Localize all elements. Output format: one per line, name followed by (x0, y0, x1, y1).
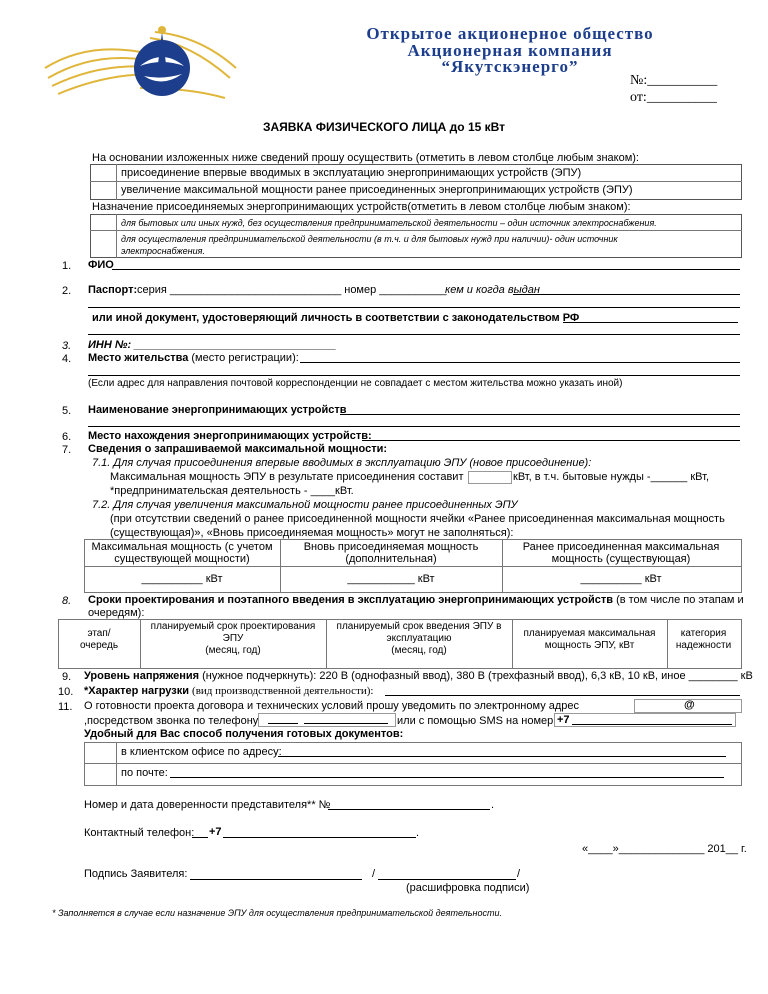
stages-col-power (512, 628, 667, 652)
item-number-2: 2. (62, 285, 72, 297)
section-7-2-title: 7.2. Для случая увеличения максимальной мощности ранее присоединенных ЭПУ (92, 499, 518, 511)
page-title: ЗАЯВКА ФИЗИЧЕСКОГО ЛИЦА до 15 кВт (262, 120, 506, 134)
devices-location-field[interactable] (362, 440, 740, 441)
request-text: На основании изложенных ниже сведений прошу осуществить (отметить в левом столбце любым знаком): (92, 152, 639, 164)
delivery-title: Удобный для Вас способ получения готовых документов: (84, 728, 404, 740)
devices-name-label: Наименование энергопринимающих устройств (88, 404, 347, 416)
company-logo (40, 18, 240, 110)
stages-col-power-line2: мощность ЭПУ, кВт (544, 640, 635, 651)
purpose-text: Назначение присоединяемых энергопринимающих устройств(отметить в левом столбце любым знаком): (92, 201, 631, 213)
notify-sms-text: или с помощью SMS на номер (397, 715, 554, 727)
fio-label: ФИО (88, 259, 114, 271)
passport-extra-line[interactable] (88, 307, 740, 308)
postal-address-note: (Если адрес для направления почтовой корреспонденции не совпадает с местом жительства можно указать иной) (88, 378, 623, 389)
proxy-label: Номер и дата доверенности представителя** № (84, 799, 331, 811)
purpose1-label: для бытовых или иных нужд, без осуществления предпринимательской деятельности – один источник электроснабжения. (121, 218, 657, 228)
other-document-extra-line[interactable] (88, 334, 740, 335)
stages-col-design-line2: ЭПУ (222, 633, 244, 644)
passport-issued-label: кем и когда выдан (445, 284, 540, 296)
item-number-1: 1. (62, 260, 72, 272)
power-header-1-line1: Максимальная мощность (с учетом (91, 541, 273, 553)
power-table-header-2 (280, 541, 502, 565)
phone-label: Контактный телефон: (84, 827, 195, 839)
signature-decode-label: (расшифровка подписи) (406, 882, 530, 894)
item-number-6: 6. (62, 431, 72, 443)
notify-text: О готовности проекта договора и технических условий прошу уведомить по электронному адрес (84, 700, 580, 712)
signature-label: Подпись Заявителя: (84, 868, 188, 880)
voltage-text[interactable] (84, 670, 753, 682)
devices-name-field[interactable] (340, 414, 740, 415)
power-header-1-line2: существующей мощности) (114, 553, 250, 565)
load-text (84, 685, 373, 697)
inn-field[interactable]: ИНН №: _________________________________ (88, 339, 337, 351)
voltage-options: (нужное подчеркнуть): 220 В (однофазный ввод), 380 В (трехфазный ввод), 6,3 кВ, 10 кВ, иное ________ кВ (202, 670, 753, 682)
option2-label: увеличение максимальной мощности ранее присоединенных энергопринимающих устройств (ЭПУ) (121, 184, 633, 196)
document-date[interactable]: от:__________ (630, 90, 717, 105)
proxy-field[interactable] (328, 809, 490, 810)
item-number-3: 3. (62, 340, 72, 352)
voltage-label: Уровень напряжения (84, 670, 200, 682)
delivery-post-field[interactable] (170, 777, 724, 778)
delivery-post-checkbox[interactable] (86, 765, 113, 782)
delivery-office-label: в клиентском офисе по адресу: (121, 746, 282, 758)
power-result-text: Максимальная мощность ЭПУ в результате присоединения составит (110, 471, 464, 483)
item-number-8: 8. (62, 595, 72, 607)
stages-col-stage (58, 628, 140, 652)
load-field[interactable] (385, 695, 740, 696)
purpose2-label-line1: для осуществления предпринимательской деятельности (в т.ч. и для бытовых нужд при наличии)- один источник (121, 234, 618, 244)
stages-col-category-line1: категория (680, 628, 727, 639)
item-number-7: 7. (62, 444, 72, 456)
stages-col-commission-line2: эксплуатацию (386, 633, 452, 644)
other-document-label: или иной документ, удостоверяющий личность в соответствии с законодательством РФ (92, 312, 580, 324)
option1-checkbox[interactable] (92, 166, 113, 179)
fio-field[interactable] (112, 269, 740, 270)
application-date[interactable]: «____»______________ 201__ г. (582, 843, 747, 855)
phone-input[interactable] (258, 713, 396, 727)
power-header-2-line2: (дополнительная) (345, 553, 437, 565)
stages-col-stage-line2: очередь (79, 640, 119, 651)
signature-field[interactable] (190, 879, 362, 880)
sms-prefix: +7 (557, 714, 570, 726)
section-7-1-title: 7.1. Для случая присоединения впервые вводимых в эксплуатацию ЭПУ (новое присоединение): (92, 457, 592, 469)
residence-label-bold: Место жительства (88, 352, 189, 364)
stages-col-design-line1: планируемый срок проектирования (150, 621, 316, 632)
option1-label: присоединение впервые вводимых в эксплуатацию энергопринимающих устройств (ЭПУ) (121, 167, 582, 179)
stages-col-commission (326, 621, 512, 657)
item-number-9: 9. (62, 671, 72, 683)
existing-power-value[interactable]: __________ кВт (580, 573, 662, 585)
stages-col-category (667, 628, 740, 652)
document-number[interactable]: №:__________ (630, 73, 718, 88)
max-power-value[interactable]: __________ кВт (141, 573, 223, 585)
power-header-3-line2: мощность (существующая) (551, 553, 691, 565)
item-number-11: 11. (58, 701, 73, 713)
footnote: * Заполняется в случае если назначение ЭПУ для осуществления предпринимательской деятельности. (52, 908, 502, 918)
max-power-title: Сведения о запрашиваемой максимальной мощности: (88, 443, 388, 455)
business-power-text[interactable]: *предпринимательская деятельность - ____кВт. (110, 485, 354, 497)
stages-col-power-line1: планируемая максимальная (523, 628, 656, 639)
section-7-2-note-line1: (при отсутствии сведений о ранее присоединенной мощности ячейки «Ранее присоединенная максимальная мощность (110, 513, 725, 525)
passport-issued-field[interactable] (513, 294, 740, 295)
passport-label: Паспорт: (88, 284, 138, 296)
item-number-5: 5. (62, 405, 72, 417)
power-result-input[interactable] (468, 471, 512, 484)
signature-decode-field[interactable] (378, 879, 516, 880)
stages-col-stage-line1: этап/ (87, 628, 111, 639)
stages-title-bold: Сроки проектирования и поэтапного введения в эксплуатацию энергопринимающих устройств (88, 594, 613, 606)
load-note: (вид производственной деятельности): (192, 685, 374, 697)
stages-title-line2: очередям): (88, 607, 145, 619)
section-7-2-note-line2: (существующая)», «Вновь присоединяемая мощность» могут не заполняться): (110, 527, 514, 539)
power-table-header-3 (502, 541, 740, 565)
stages-col-design-line3: (месяц, год) (205, 645, 261, 656)
email-at-sign: @ (684, 699, 695, 711)
delivery-office-field[interactable] (278, 756, 726, 757)
option2-checkbox[interactable] (92, 183, 113, 196)
purpose1-checkbox[interactable] (92, 216, 113, 228)
passport-series-number[interactable]: серия ____________________________ номер ___________ (137, 284, 447, 296)
purpose2-checkbox[interactable] (92, 232, 113, 254)
power-header-2-line1: Вновь присоединяемая мощность (303, 541, 479, 553)
delivery-post-label: по почте: (121, 767, 168, 779)
new-power-value[interactable]: ___________ кВт (347, 573, 435, 585)
stages-title (88, 594, 744, 606)
stages-col-category-line2: надежности (675, 640, 732, 651)
phone-prefix: +7 (209, 826, 222, 838)
residence-label (88, 352, 299, 364)
stages-col-design (140, 621, 326, 657)
devices-location-label: Место нахождения энергопринимающих устройств: (88, 430, 372, 442)
phone-field[interactable] (223, 837, 416, 838)
power-header-3-line1: Ранее присоединенная максимальная (522, 541, 720, 553)
item-number-4: 4. (62, 353, 72, 365)
load-label: *Характер нагрузки (84, 685, 189, 697)
delivery-office-checkbox[interactable] (86, 744, 113, 761)
devices-name-extra-line[interactable] (88, 426, 740, 427)
stages-title-rest: (в том числе по этапам и (616, 594, 744, 606)
company-name-line1: Открытое акционерное общество (366, 24, 654, 43)
purpose2-label-line2: электроснабжения. (121, 246, 205, 256)
power-table-header-1 (84, 541, 280, 565)
residence-extra-line[interactable] (88, 375, 740, 376)
item-number-10: 10. (58, 686, 74, 698)
residence-field[interactable] (300, 362, 740, 363)
residence-label-rest: (место регистрации): (191, 352, 299, 364)
notify-phone-text: ,посредством звонка по телефону (84, 715, 259, 727)
other-document-field[interactable] (563, 322, 738, 323)
company-name-line3: “Якутскэнерго” (441, 57, 579, 76)
household-power-text[interactable]: кВт, в т.ч. бытовые нужды -______ кВт, (513, 471, 710, 483)
stages-col-commission-line3: (месяц, год) (391, 645, 447, 656)
company-name-line2: Акционерная компания (407, 41, 613, 60)
stages-col-commission-line1: планируемый срок введения ЭПУ в (336, 621, 502, 632)
